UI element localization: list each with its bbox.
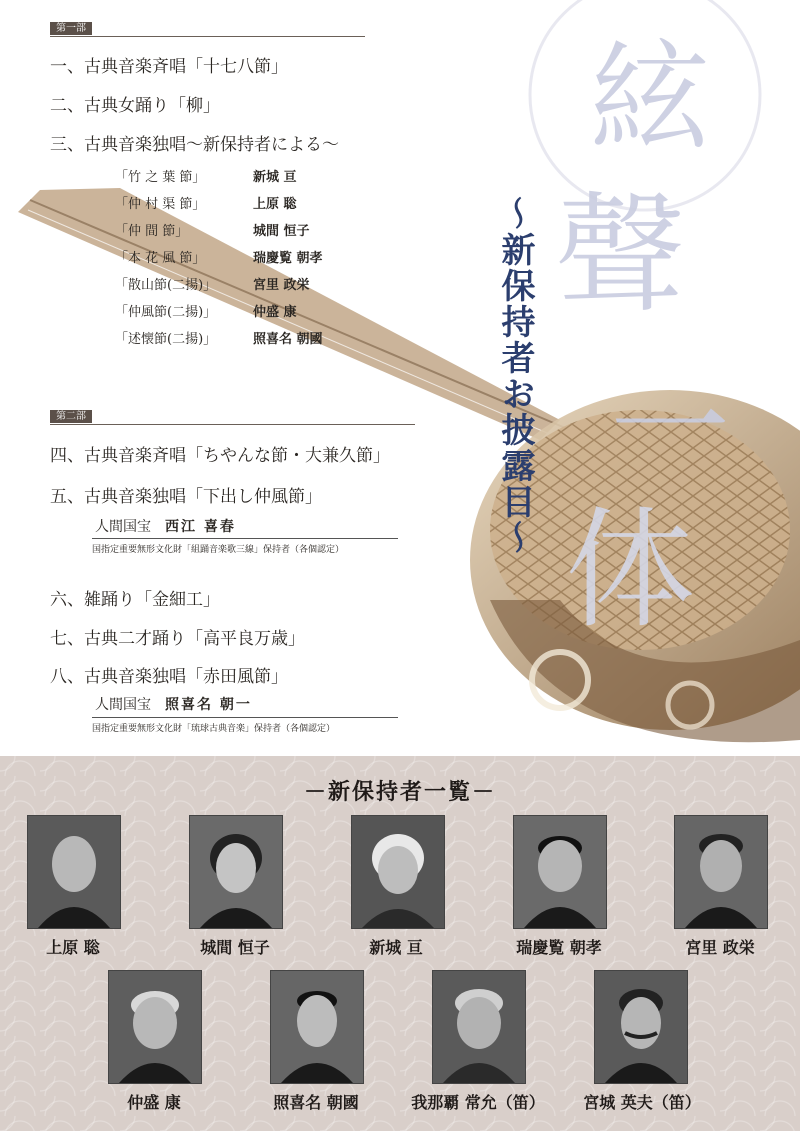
event-subtitle: ～新保持者お披露目～ — [495, 196, 535, 556]
performer-name: 新城 亘 — [253, 170, 297, 185]
performer-name: 宮里 政栄 — [253, 278, 310, 293]
holder-name: 照喜名 朝國 — [273, 1093, 359, 1112]
holder-photo — [432, 970, 526, 1084]
performer-row — [115, 247, 323, 266]
holder-name: 新城 亘 — [369, 938, 423, 957]
song-title: 「散山節(二揚)」 — [115, 278, 217, 293]
program-item-4: 四、古典音楽斉唱「ちやんな節・大兼久節」 — [50, 446, 390, 466]
holder-photo — [270, 970, 364, 1084]
calligraphy-char-2: 聲 — [555, 179, 686, 331]
song-title: 「仲 間 節」 — [115, 224, 189, 239]
holder-photo — [27, 815, 121, 929]
treasure-certification: 国指定重要無形文化財「琉球古典音楽」保持者（各個認定） — [92, 717, 398, 734]
holder-photo — [189, 815, 283, 929]
holder-name: 我那覇 常允（笛） — [411, 1093, 545, 1112]
performer-name: 仲盛 康 — [253, 305, 297, 320]
song-title: 「竹 之 葉 節」 — [115, 170, 206, 185]
program-item-1: 一、古典音楽斉唱「十七八節」 — [50, 57, 288, 77]
performer-name: 上原 聡 — [253, 197, 297, 212]
part2-label: 第二部 — [50, 410, 92, 423]
performer-name: 城間 恒子 — [253, 224, 310, 239]
treasure-title: 人間国宝 — [95, 519, 151, 535]
holders-title: －新保持者一覧－ — [303, 779, 496, 805]
part1-label: 第一部 — [50, 22, 92, 35]
holder-name: 瑞慶覧 朝孝 — [516, 938, 602, 957]
holder-name: 仲盛 康 — [127, 1093, 181, 1112]
program-item-6: 六、雑踊り「金細工」 — [50, 590, 220, 610]
calligraphy-char-3: 一 — [610, 360, 730, 499]
treasure-title: 人間国宝 — [95, 697, 151, 713]
performer-row — [115, 274, 310, 293]
holder-photo — [513, 815, 607, 929]
holder-photo — [594, 970, 688, 1084]
performer-row — [115, 328, 323, 347]
treasure-certification: 国指定重要無形文化財「組踊音楽歌三線」保持者（各個認定） — [92, 538, 398, 555]
program-item-2: 二、古典女踊り「柳」 — [50, 96, 220, 116]
treasure-name: 西江 喜春 — [165, 519, 236, 535]
program-item-8: 八、古典音楽独唱「赤田風節」 — [50, 667, 288, 687]
program-item-3: 三、古典音楽独唱～新保持者による～ — [50, 135, 339, 155]
performer-row — [115, 301, 297, 320]
holder-name: 城間 恒子 — [200, 938, 270, 957]
holder-photo — [674, 815, 768, 929]
treasure-name: 照喜名 朝一 — [165, 697, 252, 713]
holder-photo — [351, 815, 445, 929]
song-title: 「述懐節(二揚)」 — [115, 332, 217, 347]
song-title: 「仲風節(二揚)」 — [115, 305, 217, 320]
holder-photo — [108, 970, 202, 1084]
performer-name: 瑞慶覧 朝孝 — [253, 251, 323, 266]
song-title: 「本 花 風 節」 — [115, 251, 206, 266]
holder-name: 上原 聡 — [46, 938, 100, 957]
calligraphy-char-1: 絃 — [590, 30, 710, 169]
performer-row — [115, 220, 310, 239]
song-title: 「仲 村 渠 節」 — [115, 197, 206, 212]
living-treasure-1 — [95, 516, 236, 536]
performer-row — [115, 193, 297, 212]
part1-rule — [50, 36, 365, 37]
performer-row — [115, 166, 297, 185]
program-item-7: 七、古典二才踊り「高平良万歳」 — [50, 629, 305, 649]
performer-name: 照喜名 朝國 — [253, 332, 323, 347]
part2-rule — [50, 424, 415, 425]
program-item-5: 五、古典音楽独唱「下出し仲風節」 — [50, 487, 322, 507]
living-treasure-2 — [95, 694, 252, 714]
holder-name: 宮城 英夫（笛） — [583, 1093, 701, 1112]
holder-name: 宮里 政栄 — [685, 938, 755, 957]
calligraphy-char-4: 体 — [565, 494, 696, 646]
